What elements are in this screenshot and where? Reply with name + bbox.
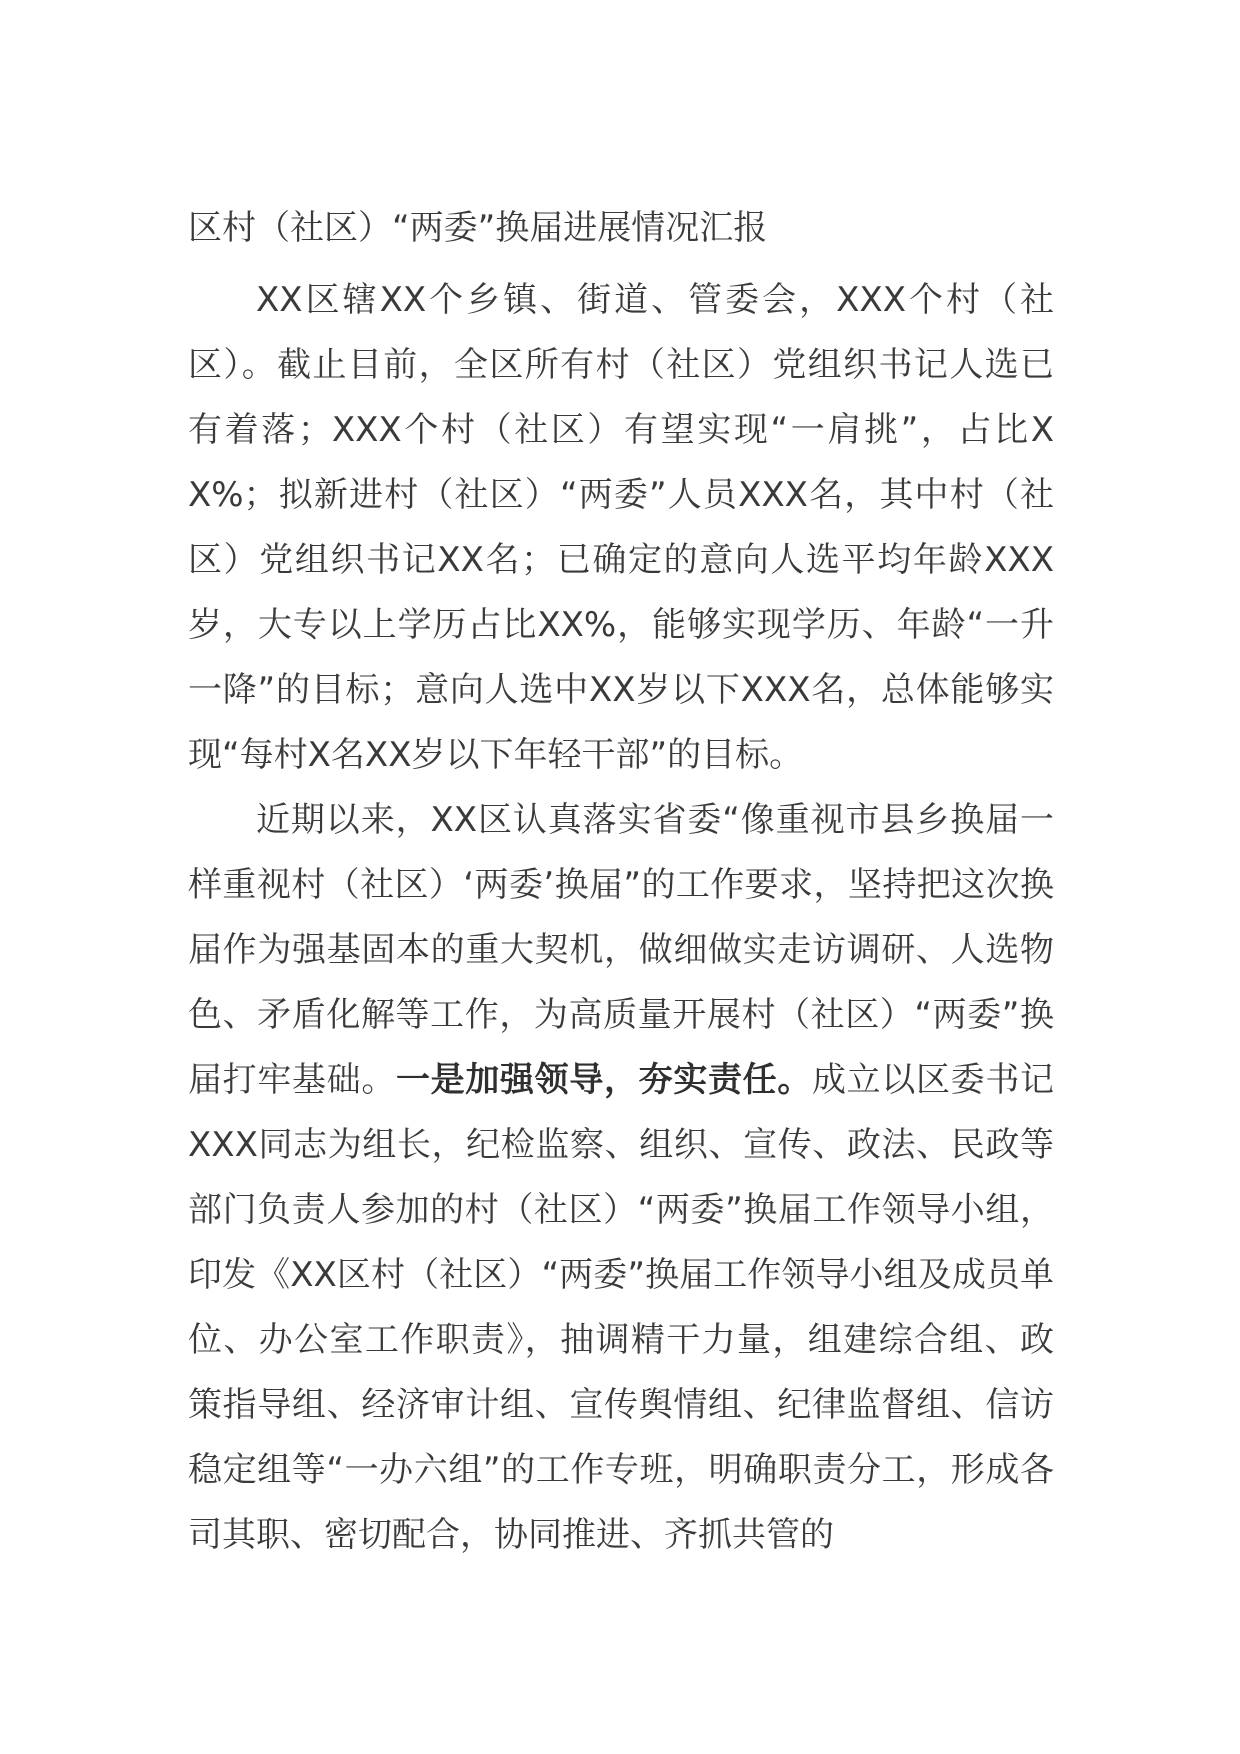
bold-heading-leadership: 一是加强领导，夯实责任。	[396, 1060, 812, 1100]
paragraph-summary: XX区辖XX个乡镇、街道、管委会，XXX个村（社区）。截止目前，全区所有村（社区）党组织书记人选已有着落；XXX个村（社区）有望实现“一肩挑”，占比XX%；拟新进村（社区）“两委”人员XXX名，其中村（社区）党组织书记XX名；已确定的意向人选平均年龄XXX岁，大专以上学历占比XX%，能够实现学历、年龄“一升一降”的目标；意向人选中XX岁以下XXX名，总体能够实现“每村X名XX岁以下年轻干部”的目标。	[188, 280, 1054, 775]
document-page	[188, 196, 1054, 1568]
paragraph-progress	[188, 788, 1054, 1568]
document-title: 区村（社区）“两委”换届进展情况汇报	[188, 208, 768, 248]
paragraph-progress-body: 成立以区委书记XXX同志为组长，纪检监察、组织、宣传、政法、民政等部门负责人参加的村（社区）“两委”换届工作领导小组，印发《XX区村（社区）“两委”换届工作领导小组及成员单位、办公室工作职责》，抽调精干力量，组建综合组、政策指导组、经济审计组、宣传舆情组、纪律监督组、信访稳定组等“一办六组”的工作专班，明确职责分工，形成各司其职、密切配合，协同推进、齐抓共管的	[188, 1060, 1054, 1555]
paragraph-progress-intro: 近期以来，XX区认真落实省委“像重视市县乡换届一样重视村（社区）‘两委’换届”的工作要求，坚持把这次换届作为强基固本的重大契机，做细做实走访调研、人选物色、矛盾化解等工作，为高质量开展村（社区）“两委”换届打牢基础。	[188, 800, 1054, 1100]
